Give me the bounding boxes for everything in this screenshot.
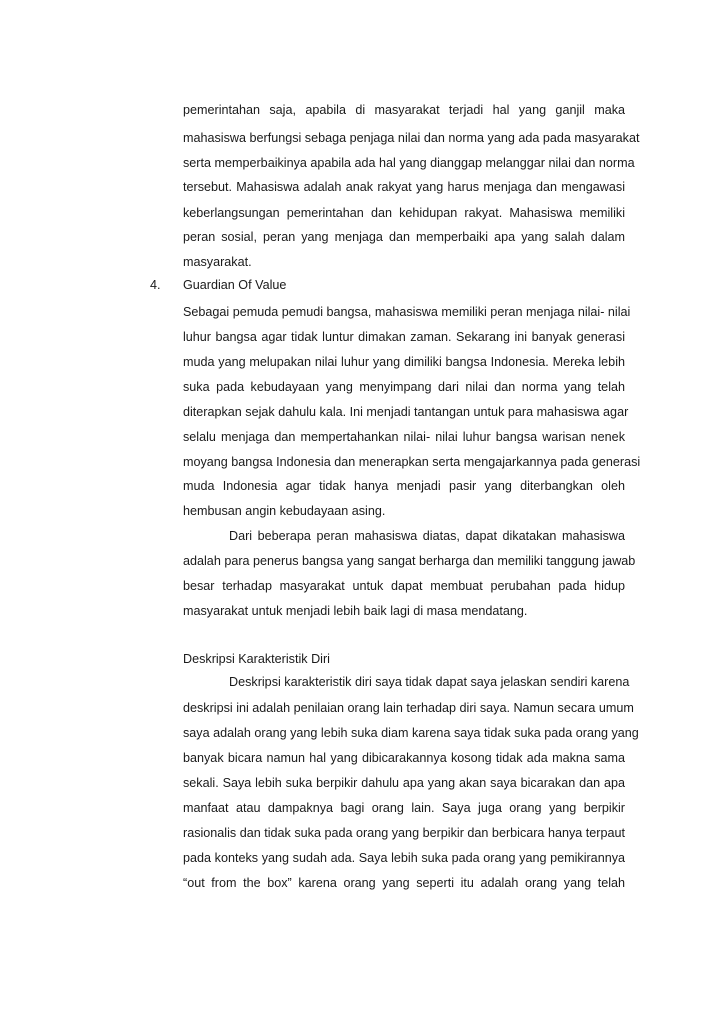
paragraph-line: banyak bicara namun hal yang dibicarakannya kosong tidak ada makna sama [183, 751, 625, 765]
paragraph-line: manfaat atau dampaknya bagi orang lain. Saya juga orang yang berpikir [183, 801, 625, 815]
paragraph-line: masyarakat untuk menjadi lebih baik lagi di masa mendatang. [183, 604, 528, 618]
paragraph-line: moyang bangsa Indonesia dan menerapkan serta mengajarkannya pada generasi [183, 455, 641, 469]
paragraph-line: hembusan angin kebudayaan asing. [183, 504, 386, 518]
paragraph-line: pemerintahan saja, apabila di masyarakat terjadi hal yang ganjil maka [183, 103, 625, 117]
paragraph-line: luhur bangsa agar tidak luntur dimakan zaman. Sekarang ini banyak generasi [183, 330, 625, 344]
paragraph-line: pada konteks yang sudah ada. Saya lebih suka pada orang yang pemikirannya [183, 851, 625, 865]
paragraph-line: Dari beberapa peran mahasiswa diatas, dapat dikatakan mahasiswa [229, 529, 625, 543]
paragraph-line: besar terhadap masyarakat untuk dapat membuat perubahan pada hidup [183, 579, 625, 593]
list-item-title: Guardian Of Value [183, 278, 287, 292]
paragraph-line: selalu menjaga dan mempertahankan nilai- nilai luhur bangsa warisan nenek [183, 430, 625, 444]
paragraph-line: rasionalis dan tidak suka pada orang yang berpikir dan berbicara hanya terpaut [183, 826, 625, 840]
paragraph-line: diterapkan sejak dahulu kala. Ini menjadi tantangan untuk para mahasiswa agar [183, 405, 629, 419]
paragraph-line: mahasiswa berfungsi sebaga penjaga nilai dan norma yang ada pada masyarakat [183, 131, 640, 145]
paragraph-line: suka pada kebudayaan yang menyimpang dari nilai dan norma yang telah [183, 380, 625, 394]
paragraph-line: Sebagai pemuda pemudi bangsa, mahasiswa memiliki peran menjaga nilai- nilai [183, 305, 631, 319]
paragraph-line: adalah para penerus bangsa yang sangat berharga dan memiliki tanggung jawab [183, 554, 636, 568]
paragraph-line: serta memperbaikinya apabila ada hal yang dianggap melanggar nilai dan norma [183, 156, 635, 170]
list-number: 4. [150, 278, 161, 292]
paragraph-line: tersebut. Mahasiswa adalah anak rakyat yang harus menjaga dan mengawasi [183, 180, 625, 194]
paragraph-line: masyarakat. [183, 255, 252, 269]
paragraph-line: sekali. Saya lebih suka berpikir dahulu apa yang akan saya bicarakan dan apa [183, 776, 625, 790]
paragraph-line: Deskripsi karakteristik diri saya tidak dapat saya jelaskan sendiri karena [229, 675, 630, 689]
paragraph-line: peran sosial, peran yang menjaga dan memperbaiki apa yang salah dalam [183, 230, 625, 244]
paragraph-line: muda Indonesia agar tidak hanya menjadi pasir yang diterbangkan oleh [183, 479, 625, 493]
section-heading: Deskripsi Karakteristik Diri [183, 652, 330, 666]
paragraph-line: muda yang melupakan nilai luhur yang dimiliki bangsa Indonesia. Mereka lebih [183, 355, 625, 369]
paragraph-line: “out from the box” karena orang yang seperti itu adalah orang yang telah [183, 876, 625, 890]
paragraph-line: keberlangsungan pemerintahan dan kehidupan rakyat. Mahasiswa memiliki [183, 206, 625, 220]
paragraph-line: saya adalah orang yang lebih suka diam karena saya tidak suka pada orang yang [183, 726, 639, 740]
paragraph-line: deskripsi ini adalah penilaian orang lain terhadap diri saya. Namun secara umum [183, 701, 634, 715]
